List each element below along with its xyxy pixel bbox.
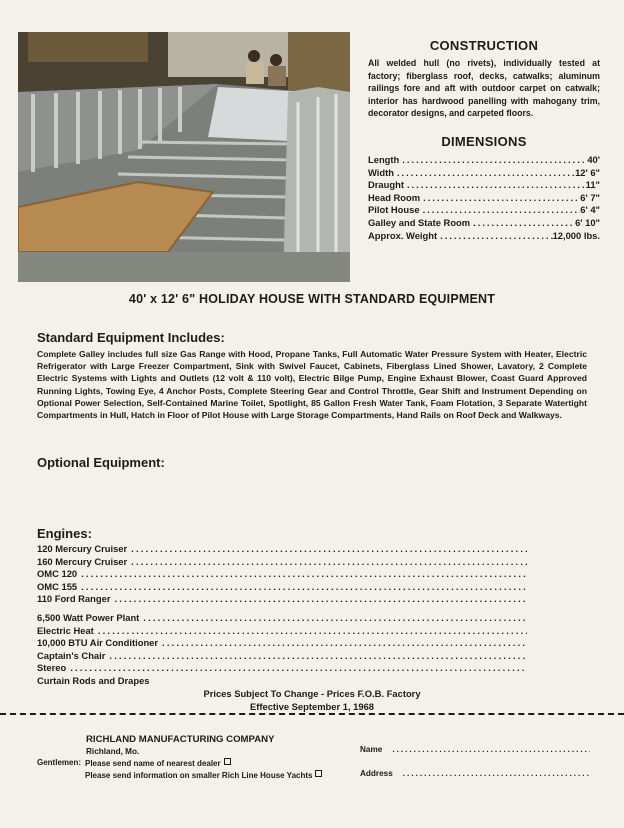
engine-item	[37, 543, 527, 556]
address-field[interactable]	[360, 769, 590, 778]
request-option-dealer[interactable]	[85, 758, 322, 770]
extra-item	[37, 662, 527, 675]
dimension-value: 11"	[585, 179, 600, 191]
extra-item	[37, 637, 527, 650]
extra-item	[37, 650, 527, 663]
option-dealer-text: Please send name of nearest dealer	[85, 759, 221, 768]
dimension-value: 6' 10"	[575, 216, 600, 228]
optional-equipment-heading: Optional Equipment:	[37, 455, 165, 470]
extra-label: 10,000 BTU Air Conditioner	[37, 637, 159, 649]
address-blank-line[interactable]	[403, 769, 590, 778]
dimension-label: Galley and State Room	[368, 216, 471, 228]
engine-item	[37, 581, 527, 594]
standard-equipment-text: Complete Galley includes full size Gas Range with Hood, Propane Tanks, Full Automatic Water Pressure System with Heater, Electric Refrigerator with Large Freezer Compartment, Sink with Swivel Faucet, Cabinets, Fiberglass Lined Shower, Lavatory, 2 Complete Electric Systems with Lights and Outlets (12 volt & 110 volt), Electric Bilge Pump, Engine Exhaust Blower, Coast Guard Approved Running Lights, Towing Eye, 4 Anchor Posts, Complete Steering Gear and Control Throttle, Gear Shift and Instrument Depending on Optional Power Selection, Self-Contained Marine Toilet, Spotlight, 85 Gallon Fresh Water Tank, Foam Flotation, 3 Separate Watertight Compartments in Hull, Hatch in Floor of Pilot House with Large Storage Compartments, Hand Rails on Roof Deck and Walkways.	[37, 349, 587, 421]
dimension-value: 40'	[587, 153, 600, 165]
engine-list	[37, 543, 527, 606]
dimension-label: Head Room	[368, 191, 421, 203]
dimension-row	[368, 217, 600, 230]
request-option-info[interactable]	[85, 770, 322, 782]
extra-item	[37, 625, 527, 638]
extras-list	[37, 612, 527, 688]
spec-panel	[368, 38, 600, 242]
company-city: Richland, Mo.	[86, 747, 140, 756]
extra-item	[37, 612, 527, 625]
dimension-row	[368, 204, 600, 217]
product-headline: 40' x 12' 6" HOLIDAY HOUSE WITH STANDARD EQUIPMENT	[128, 292, 496, 306]
engine-label: 160 Mercury Cruiser	[37, 555, 128, 567]
name-blank-line[interactable]	[392, 745, 590, 754]
dimension-value: 6' 4"	[580, 204, 600, 216]
engine-item	[37, 593, 527, 606]
engine-label: 110 Ford Ranger	[37, 593, 111, 605]
engines-heading: Engines:	[37, 526, 92, 541]
engine-item	[37, 556, 527, 569]
dimension-row	[368, 230, 600, 243]
dimension-value: 12' 6"	[575, 166, 600, 178]
checkbox-dealer[interactable]	[224, 758, 231, 765]
dimensions-section	[368, 134, 600, 242]
option-info-text: Please send information on smaller Rich Line House Yachts	[85, 770, 313, 780]
extra-label: 6,500 Watt Power Plant	[37, 612, 140, 623]
hull-construction-photo	[18, 32, 350, 282]
dimension-value: 12,000 lbs.	[552, 229, 600, 241]
price-note: Prices Subject To Change - Prices F.O.B. Factory	[203, 688, 421, 699]
dimension-label: Draught	[368, 179, 404, 191]
company-name: RICHLAND MANUFACTURING COMPANY	[86, 734, 275, 745]
dimension-row	[368, 167, 600, 180]
dimension-label: Approx. Weight	[368, 229, 438, 241]
dimension-label: Pilot House	[368, 204, 420, 216]
construction-heading: CONSTRUCTION	[429, 38, 539, 53]
checkbox-info[interactable]	[315, 770, 322, 777]
extra-label: Captain's Chair	[37, 649, 106, 661]
dimension-label: Width	[368, 166, 394, 178]
engine-label: OMC 120	[37, 568, 78, 580]
extra-label: Stereo	[37, 662, 67, 674]
extra-label: Electric Heat	[37, 624, 94, 636]
extra-label: Curtain Rods and Drapes	[37, 674, 150, 686]
construction-description: All welded hull (no rivets), individually tested at factory; fiberglass roof, decks, catwalks; aluminum railings fore and aft with outdoor carpet on catwalk; interior has hardwood panelling with mahogany trim, decorator designs, and carpeted floors.	[368, 58, 600, 119]
gentlemen-label: Gentlemen:	[37, 758, 82, 767]
engine-label: 120 Mercury Cruiser	[37, 543, 128, 554]
dimensions-heading: DIMENSIONS	[441, 133, 527, 149]
effective-date: Effective September 1, 1968	[249, 701, 375, 712]
standard-equipment-heading: Standard Equipment Includes:	[37, 330, 225, 345]
name-label: Name	[360, 745, 383, 754]
dimension-value: 6' 7"	[580, 191, 600, 203]
extra-item	[37, 675, 527, 688]
cut-line-divider	[0, 713, 624, 715]
address-label: Address	[360, 769, 393, 778]
dimension-row	[368, 179, 600, 192]
engine-item	[37, 568, 527, 581]
dimension-row	[368, 192, 600, 205]
name-field[interactable]	[360, 745, 590, 754]
dimension-label: Length	[368, 153, 400, 165]
dimension-row	[368, 154, 600, 167]
engine-label: OMC 155	[37, 580, 78, 592]
